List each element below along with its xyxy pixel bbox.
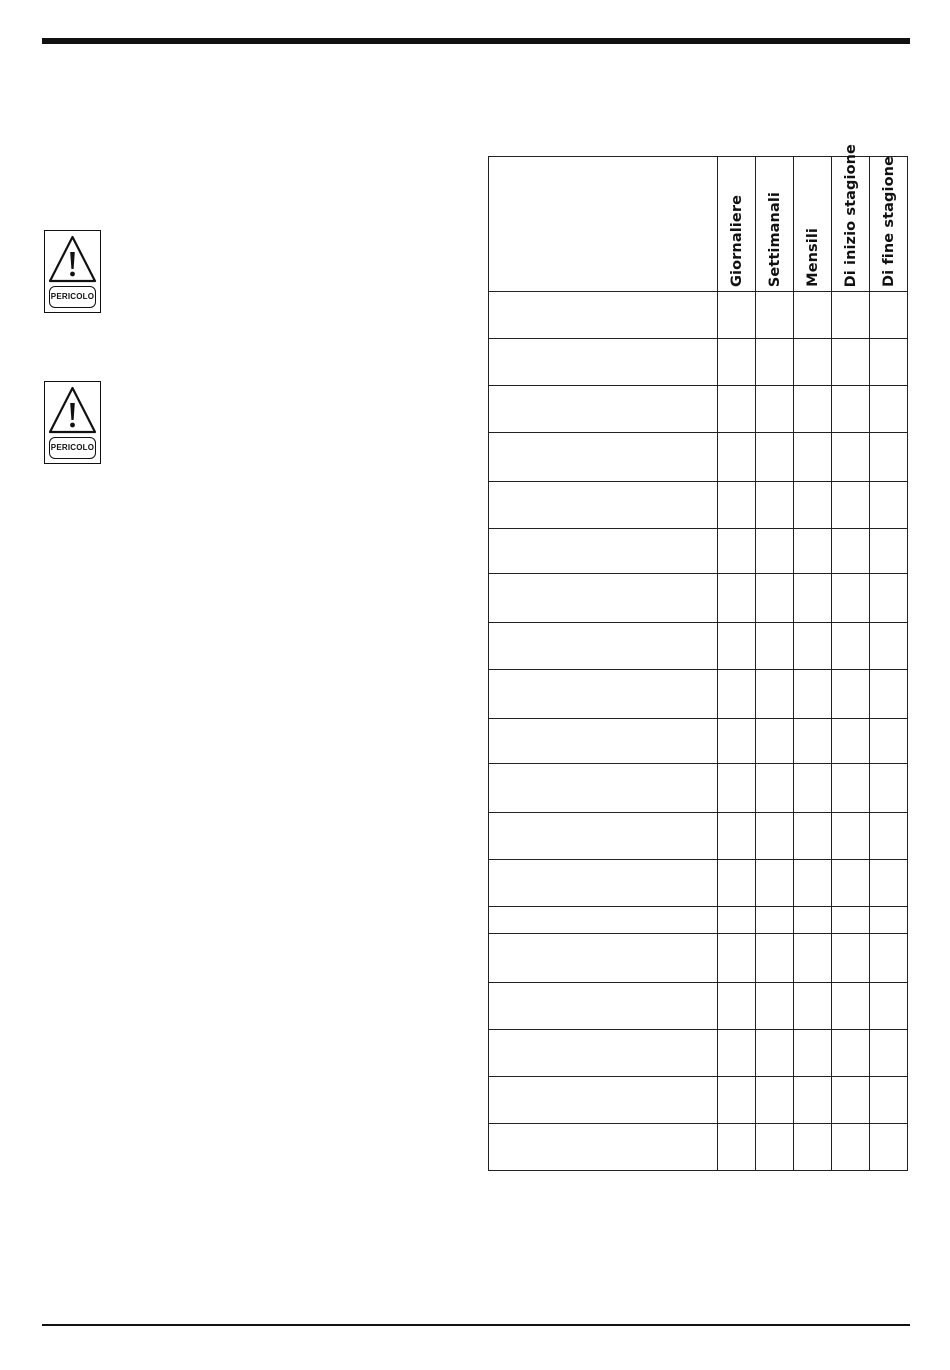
header-daily-cell (718, 157, 756, 292)
danger-sign-1 (44, 230, 101, 313)
table-row (489, 1030, 908, 1077)
table-row (489, 1077, 908, 1124)
warning-triangle-icon (48, 386, 97, 434)
table-row (489, 623, 908, 670)
table-row (489, 670, 908, 719)
top-rule (42, 38, 910, 44)
table-row (489, 482, 908, 529)
header-daily: Giornaliere (728, 195, 745, 287)
danger-label: PERICOLO (49, 437, 96, 459)
header-season-end-cell (870, 157, 908, 292)
danger-label: PERICOLO (49, 286, 96, 308)
table-row (489, 983, 908, 1030)
table-row (489, 907, 908, 934)
table-row (489, 339, 908, 386)
header-weekly: Settimanali (766, 191, 783, 287)
bottom-rule (42, 1324, 910, 1326)
table-header-row (489, 157, 908, 292)
header-description-cell (489, 157, 718, 292)
table-row (489, 860, 908, 907)
header-season-start: Di inizio stagione (842, 143, 859, 287)
header-season-start-cell (832, 143, 870, 292)
header-weekly-cell (756, 157, 794, 292)
maintenance-schedule-table (488, 143, 908, 1171)
table-row (489, 764, 908, 813)
table-row (489, 719, 908, 764)
danger-sign-2 (44, 381, 101, 464)
warning-triangle-icon (48, 235, 97, 283)
table-row (489, 1124, 908, 1171)
table-row (489, 934, 908, 983)
table-row (489, 813, 908, 860)
header-monthly: Mensili (804, 228, 821, 287)
table-row (489, 433, 908, 482)
table-row (489, 529, 908, 574)
table-row (489, 386, 908, 433)
header-monthly-cell (794, 157, 832, 292)
table-row (489, 292, 908, 339)
table-row (489, 574, 908, 623)
header-season-end: Di fine stagione (880, 156, 897, 287)
